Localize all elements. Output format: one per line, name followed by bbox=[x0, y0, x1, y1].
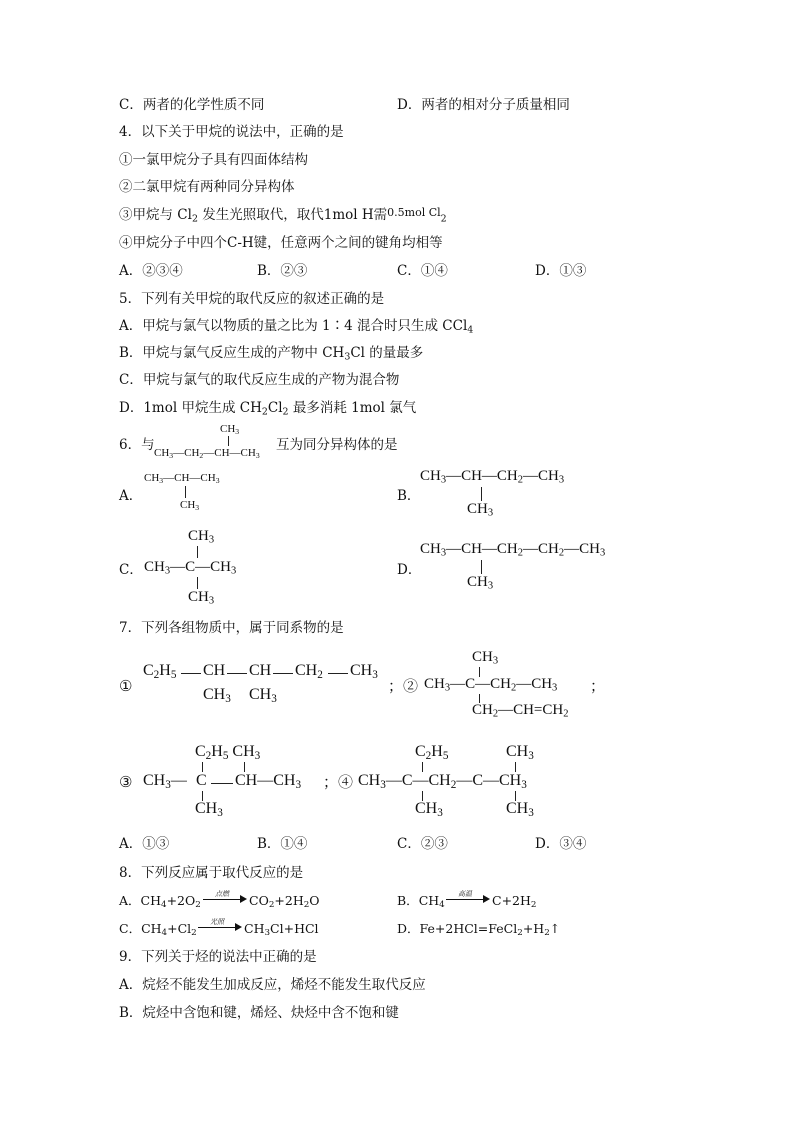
q5-option-c: C．甲烷与氯气的取代反应生成的产物为混合物 bbox=[119, 372, 400, 388]
q8-option-b: B．$CH_4$ bbox=[397, 893, 445, 911]
q8-stem: 8．下列反应属于取代反应的是 bbox=[119, 865, 304, 881]
q5-option-a: A．甲烷与氯气以物质的量之比为 1∶4 混合时只生成 CCl$_4$ bbox=[119, 318, 474, 336]
q8-option-b-products: $C+2H_2$ bbox=[492, 893, 537, 911]
q6-stem-post: 互为同分异构体的是 bbox=[276, 437, 398, 453]
q8-option-d: D．$Fe+2HCl=FeCl_2+H_2↑$ bbox=[397, 921, 561, 939]
q6-stem-pre: 6．与 bbox=[119, 437, 155, 453]
q4-statement-1: ①一氯甲烷分子具有四面体结构 bbox=[119, 152, 308, 168]
q6-option-c-structure: $CH_3$ $CH_3—C—CH_3$ $CH_3$ bbox=[144, 528, 237, 607]
q4-statement-3: ③甲烷与 $Cl_2$ 发生光照取代，取代1mol H需$^{0.5mol Cl}_2$ bbox=[119, 206, 447, 225]
q7-structure-2: $CH_3$ $CH_3—C—CH_2—CH_3$ $CH_2—CH=CH_2$ bbox=[424, 649, 569, 720]
q7-label-2: ；② bbox=[388, 677, 419, 695]
q7-structure-4: $C_2H_5$ $CH_3$ $CH_3—C—CH_2—C—CH_3$ $CH_3$ $CH_3$ bbox=[358, 743, 534, 819]
q6-option-b-label: B． bbox=[397, 488, 421, 504]
q7-structure-1: $C_2H_5$ CH CH $CH_2$ $CH_3$ $CH_3$ $CH_3$ bbox=[143, 662, 378, 705]
q7-separator: ； bbox=[590, 677, 606, 695]
q6-reference-structure: $CH_3$ $CH_3—CH_2—CH—CH_3$ bbox=[154, 423, 260, 460]
q4-option-b: B．②③ bbox=[257, 263, 308, 279]
q6-option-d-structure: $CH_3—CH—CH_2—CH_2—CH_3$ $CH_3$ bbox=[420, 541, 606, 592]
q7-label-3: ③ bbox=[119, 773, 133, 791]
q7-option-a: A．①③ bbox=[119, 836, 170, 852]
q3-option-c: C．两者的化学性质不同 bbox=[119, 97, 265, 113]
q5-option-b: B．甲烷与氯气反应生成的产物中 $CH_3Cl$ 的量最多 bbox=[119, 345, 424, 363]
q5-option-d: D．1mol 甲烷生成 $CH_2Cl_2$ 最多消耗 1mol 氯气 bbox=[119, 400, 417, 418]
q8-option-a: A．$CH_4+2O_2$ bbox=[119, 893, 201, 911]
q7-option-d: D．③④ bbox=[535, 836, 587, 852]
q5-stem: 5．下列有关甲烷的取代反应的叙述正确的是 bbox=[119, 291, 385, 307]
q9-option-a: A．烷烃不能发生加成反应，烯烃不能发生取代反应 bbox=[119, 977, 426, 993]
q6-option-c-label: C． bbox=[119, 562, 143, 578]
q8-option-c-products: $CH_3Cl+HCl$ bbox=[244, 921, 319, 939]
q4-option-c: C．①④ bbox=[397, 263, 448, 279]
q9-stem: 9．下列关于烃的说法中正确的是 bbox=[119, 949, 317, 965]
q7-stem: 7．下列各组物质中，属于同系物的是 bbox=[119, 620, 344, 636]
q7-structure-3: $C_2H_5$ $CH_3$ $CH_3—$ C $CH—CH_3$ $CH_3$ bbox=[143, 743, 302, 819]
q8-arrow-a: 点燃 bbox=[203, 891, 247, 905]
q4-stem: 4．以下关于甲烷的说法中，正确的是 bbox=[119, 124, 344, 140]
q6-option-a-structure: $CH_3—CH—CH_3$ $CH_3$ bbox=[144, 472, 220, 512]
q7-option-b: B．①④ bbox=[257, 836, 308, 852]
q3-option-d: D．两者的相对分子质量相同 bbox=[397, 97, 570, 113]
q9-option-b: B．烷烃中含饱和键，烯烃、炔烃中含不饱和键 bbox=[119, 1005, 399, 1021]
q4-option-a: A．②③④ bbox=[119, 263, 183, 279]
q6-option-b-structure: $CH_3—CH—CH_2—CH_3$ $CH_3$ bbox=[420, 468, 565, 519]
q4-option-d: D．①③ bbox=[535, 263, 587, 279]
q4-statement-2: ②二氯甲烷有两种同分异构体 bbox=[119, 179, 295, 195]
q7-label-1: ① bbox=[119, 677, 133, 695]
q7-option-c: C．②③ bbox=[397, 836, 448, 852]
q8-option-a-products: $CO_2+2H_2O$ bbox=[249, 893, 320, 911]
q6-option-a-label: A． bbox=[119, 488, 143, 504]
q7-label-4: ；④ bbox=[323, 773, 354, 791]
q4-statement-4: ④甲烷分子中四个C-H键，任意两个之间的键角均相等 bbox=[119, 235, 443, 251]
q8-arrow-c: 光照 bbox=[198, 919, 242, 933]
q6-option-d-label: D． bbox=[397, 562, 422, 578]
q8-arrow-b: 高温 bbox=[446, 891, 490, 905]
q8-option-c: C．$CH_4+Cl_2$ bbox=[119, 921, 197, 939]
